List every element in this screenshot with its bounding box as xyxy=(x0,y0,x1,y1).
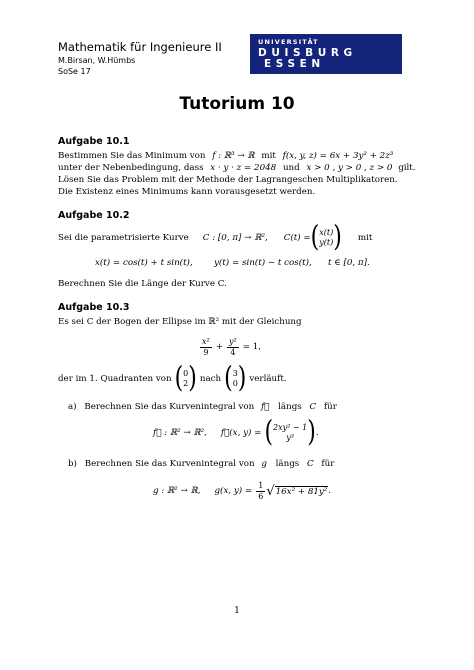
right-paren: ) xyxy=(237,362,247,395)
plus: + xyxy=(215,342,223,352)
q-post: verläuft. xyxy=(249,374,287,384)
nach: nach xyxy=(199,374,222,384)
part-b-def: g(x, y) = xyxy=(214,486,253,496)
p2-top: 3 xyxy=(232,369,238,378)
frac-y-den: 4 xyxy=(230,347,236,357)
a2-vec-y: y(t) xyxy=(319,238,334,247)
a1-inequalities: x > 0 , y > 0 , z > 0 xyxy=(306,163,393,173)
part-b-frac xyxy=(256,481,265,502)
frac-x-num: x² xyxy=(202,336,210,346)
heading-10-2: Aufgabe 10.2 xyxy=(58,210,130,221)
part-a-vector xyxy=(273,423,307,443)
part-a-label: a) xyxy=(68,402,77,412)
a1-line3: Lösen Sie das Problem mit der Methode der Lagrangeschen Multiplikatoren. xyxy=(58,175,398,185)
a1-mit: mit xyxy=(261,151,276,161)
part-b-text: Berechnen Sie das Kurvenintegral von xyxy=(84,459,255,469)
a2-eq2-text: y(t) = sin(t) − t cos(t), xyxy=(214,258,312,268)
frac-x xyxy=(200,337,212,358)
a1-line1-text: Bestimmen Sie das Minimum von xyxy=(58,151,206,161)
a2-eq3 xyxy=(328,258,370,268)
a2-vec-x: x(t) xyxy=(319,228,334,237)
university-logo xyxy=(250,34,402,74)
part-b-formula xyxy=(153,477,331,505)
part-b-end: . xyxy=(328,486,332,496)
p1-bot: 2 xyxy=(183,379,189,388)
p1-top: 0 xyxy=(183,369,189,378)
quadrant-line xyxy=(58,362,287,395)
a1-und: und xyxy=(282,163,300,173)
term: SoSe 17 xyxy=(58,67,91,76)
a2-task: Berechnen Sie die Länge der Kurve C. xyxy=(58,279,227,289)
a1-constraint: x · y · z = 2048 xyxy=(210,163,277,173)
p2-bot: 0 xyxy=(232,379,238,388)
part-a-laengs: längs xyxy=(278,402,302,412)
part-a-C: C xyxy=(309,402,317,412)
part-b-laengs: längs xyxy=(275,459,300,469)
page-title: Tutorium 10 xyxy=(179,94,295,114)
left-paren: ( xyxy=(224,362,233,395)
a1-line1 xyxy=(58,151,393,163)
a2-eq3-text: t ∈ [0, π]. xyxy=(328,258,370,268)
part-b-frac-den: 6 xyxy=(258,491,264,501)
a2-eq1 xyxy=(95,258,193,268)
sqrt-sign: √ xyxy=(266,483,275,499)
part-a-v1: 2xy² − 1 xyxy=(273,423,308,432)
a1-function-map: f : ℝ³ → ℝ xyxy=(212,151,255,161)
a2-mit: mit xyxy=(357,233,373,243)
part-a-fuer: für xyxy=(323,402,337,412)
part-a-end: . xyxy=(315,428,319,438)
part-b-sqrt-arg: 16x² + 81y² xyxy=(275,486,328,497)
left-paren: ( xyxy=(310,221,320,254)
logo-line2: ESSEN xyxy=(264,58,325,70)
part-a-def: f⃗(x, y) = xyxy=(220,428,262,438)
logo-top-text: UNIVERSITÄT xyxy=(258,38,319,46)
part-b-C: C xyxy=(307,459,314,469)
part-a-formula xyxy=(153,418,319,448)
authors: M.Birsan, W.Hümbs xyxy=(58,56,136,65)
course-title: Mathematik für Ingenieure II xyxy=(58,40,222,54)
a1-line2 xyxy=(58,163,416,175)
a2-curve-def xyxy=(58,222,372,254)
right-paren: ) xyxy=(307,416,316,449)
left-paren: ( xyxy=(174,362,184,395)
a2-vector xyxy=(319,228,333,248)
a2-map: C : [0, π] → ℝ², xyxy=(202,233,268,243)
a1-line2-text: unter der Nebenbedingung, dass xyxy=(58,163,204,173)
a1-function-def: f(x, y, z) = 6x + 3y² + 2z³ xyxy=(282,151,394,161)
part-a-line xyxy=(68,402,337,412)
eq-end: = 1, xyxy=(242,342,262,352)
part-b-frac-num: 1 xyxy=(258,480,264,490)
logo-line1: DUISBURG xyxy=(258,47,357,59)
right-paren: ) xyxy=(188,362,197,395)
a2-eq2 xyxy=(214,258,312,268)
frac-y xyxy=(227,337,239,358)
part-a-v2: y³ xyxy=(286,433,295,442)
a2-eq1-text: x(t) = cos(t) + t sin(t), xyxy=(95,258,193,268)
ellipse-equation xyxy=(200,333,261,361)
part-b-label: b) xyxy=(68,459,77,469)
a1-gilt: gilt. xyxy=(398,163,416,173)
part-b-g: g xyxy=(261,459,267,469)
frac-y-num: y² xyxy=(229,336,237,346)
frac-x-den: 9 xyxy=(203,347,209,357)
part-b-line xyxy=(68,459,334,469)
a2-ct: C(t) = xyxy=(283,233,311,243)
right-paren: ) xyxy=(333,221,342,254)
left-paren: ( xyxy=(264,416,274,449)
page-number: 1 xyxy=(234,606,240,616)
a1-line4: Die Existenz eines Minimums kann vorausgesetzt werden. xyxy=(58,187,316,197)
heading-10-1: Aufgabe 10.1 xyxy=(58,136,130,147)
part-b-fuer: für xyxy=(321,459,335,469)
a2-intro: Sei die parametrisierte Kurve xyxy=(58,233,189,243)
heading-10-3: Aufgabe 10.3 xyxy=(58,302,130,313)
part-b-map: g : ℝ² → ℝ, xyxy=(153,486,201,496)
a3-intro: Es sei C der Bogen der Ellipse im ℝ² mit der Gleichung xyxy=(58,317,302,327)
part-a-f: f⃗ xyxy=(260,402,270,412)
part-a-map: f⃗ : ℝ² → ℝ², xyxy=(153,428,207,438)
part-a-text: Berechnen Sie das Kurvenintegral von xyxy=(84,402,255,412)
q-pre: der im 1. Quadranten von xyxy=(58,374,172,384)
